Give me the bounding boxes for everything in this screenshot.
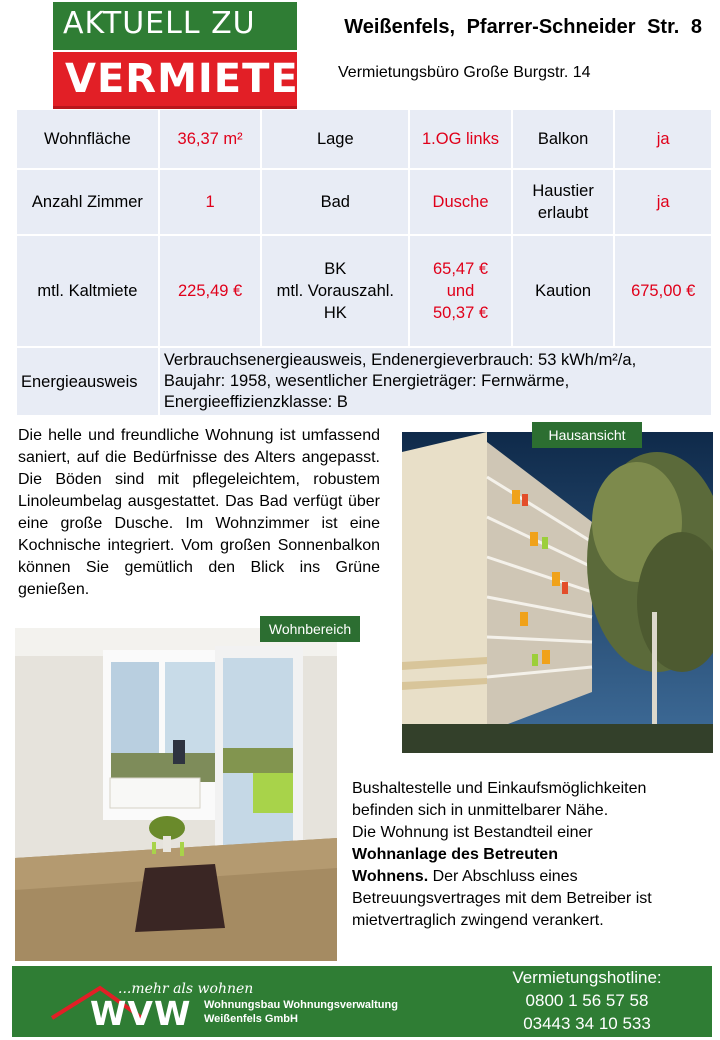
energieausweis-label: Energieausweis <box>17 348 158 415</box>
energie-line3: Energieeffizienzklasse: B <box>163 393 348 411</box>
footer-company-name <box>204 998 398 1026</box>
table-row <box>17 348 711 415</box>
haustier-value: ja <box>615 170 711 234</box>
wohnflaeche-value: 36,37 m² <box>160 110 261 168</box>
desc2-line6: mietvertraglich zwingend verankert. <box>352 912 604 929</box>
vorauszahlung-value-line1: 65,47 € <box>432 260 489 278</box>
vorauszahlung-label <box>262 236 408 346</box>
table-row <box>17 110 711 168</box>
lage-value: 1.OG links <box>410 110 511 168</box>
company-line2: Weißenfels GmbH <box>204 1013 298 1025</box>
desc2-line4: Der Abschluss eines <box>428 868 578 885</box>
vorauszahlung-label-line1: BK <box>324 260 347 278</box>
hotline-label: Vermietungshotline: <box>512 968 662 987</box>
footer-tagline: ...mehr als wohnen <box>118 981 254 997</box>
desc2-line4-wrap <box>352 866 708 888</box>
desc2-line2: befinden sich in unmittelbarer Nähe. <box>352 802 609 819</box>
desc2-line1: Bushaltestelle und Einkaufsmöglichkeiten <box>352 780 647 797</box>
hotline-phone1[interactable]: 0800 1 56 57 58 <box>525 991 649 1010</box>
betreutes-wohnen-bold2: Wohnens. <box>352 868 429 885</box>
logo-bottom-band <box>53 52 334 106</box>
kaution-value: 675,00 € <box>615 236 711 346</box>
footer-bar <box>12 966 712 1037</box>
vorauszahlung-value-line3: 50,37 € <box>432 304 489 322</box>
kaltmiete-label: mtl. Kaltmiete <box>17 236 158 346</box>
zimmer-value: 1 <box>160 170 261 234</box>
house-photo-illustration <box>402 432 713 753</box>
betreutes-wohnen-bold1: Wohnanlage des Betreuten <box>352 846 558 863</box>
bad-value: Dusche <box>410 170 511 234</box>
company-line1: Wohnungsbau Wohnungsverwaltung <box>204 999 398 1011</box>
vorauszahlung-value-line2: und <box>446 282 475 300</box>
bad-label: Bad <box>262 170 408 234</box>
living-room-photo <box>15 628 337 961</box>
desc2-line5: Betreuungsvertrages mit dem Betreiber ist <box>352 890 652 907</box>
hotline-phone2[interactable]: 03443 34 10 533 <box>523 1014 651 1033</box>
logo-top-band <box>53 2 297 50</box>
living-room-illustration <box>15 628 337 961</box>
property-details-table <box>15 108 713 417</box>
vorauszahlung-value <box>410 236 511 346</box>
desc2-line3: Die Wohnung ist Bestandteil einer <box>352 824 593 841</box>
haustier-label-line1: Haustier <box>532 182 594 200</box>
page-title: Weißenfels, Pfarrer-Schneider Str. 8 <box>344 16 702 38</box>
page-subtitle: Vermietungsbüro Große Burgstr. 14 <box>338 64 591 81</box>
kaltmiete-value: 225,49 € <box>160 236 261 346</box>
vorauszahlung-label-line2: mtl. Vorauszahl. <box>276 282 394 300</box>
table-row <box>17 170 711 234</box>
kaution-label: Kaution <box>513 236 614 346</box>
house-photo-caption: Hausansicht <box>532 422 642 448</box>
haustier-label <box>513 170 614 234</box>
vorauszahlung-label-line3: HK <box>323 304 347 322</box>
desc2-bold1 <box>352 844 708 866</box>
living-room-photo-caption: Wohnbereich <box>260 616 360 642</box>
zimmer-label: Anzahl Zimmer <box>17 170 158 234</box>
lage-label: Lage <box>262 110 408 168</box>
logo-line2: VERMIETEN <box>65 56 334 102</box>
balkon-value: ja <box>615 110 711 168</box>
balkon-label: Balkon <box>513 110 614 168</box>
table-row <box>17 236 711 346</box>
hotline-block <box>482 966 692 1035</box>
wvw-logo-text: WVW <box>90 994 192 1033</box>
energie-line1: Verbrauchsenergieausweis, Endenergieverbrauch: 53 kWh/m²/a, <box>163 351 637 369</box>
logo-line1: AKTUELL ZU <box>63 6 256 41</box>
location-description <box>352 778 708 932</box>
energie-line2: Baujahr: 1958, wesentlicher Energieträger: Fernwärme, <box>163 372 570 390</box>
house-photo <box>402 432 713 753</box>
apartment-description: Die helle und freundliche Wohnung ist umfassend saniert, auf die Bedürfnisse des Alters angepasst. Die Böden sind mit pflegeleichtem, robustem Linoleumbelag ausgestattet. Das Bad verfügt über eine große Dusche. Im Wohnzimmer ist eine Kochnische integriert. Vom großen Sonnenbalkon können Sie gemütlich den Blick ins Grüne genießen. <box>18 427 380 598</box>
energieausweis-text <box>160 348 711 415</box>
aktuell-zu-vermieten-logo <box>53 2 334 106</box>
haustier-label-line2: erlaubt <box>537 204 589 222</box>
wohnflaeche-label: Wohnfläche <box>17 110 158 168</box>
